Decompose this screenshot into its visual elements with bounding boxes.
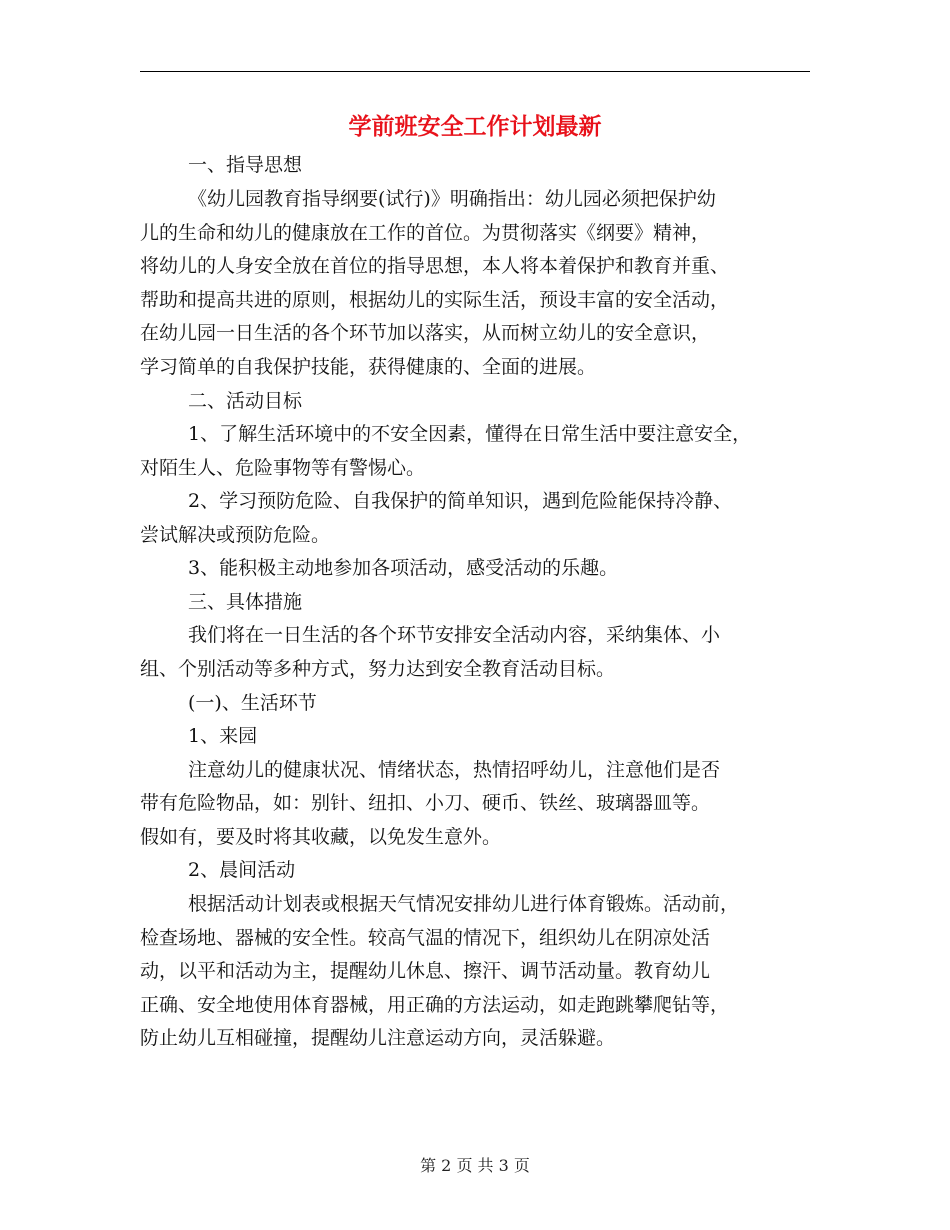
paragraph-line: 带有危险物品，如：别针、纽扣、小刀、硬币、铁丝、玻璃器皿等。: [140, 792, 711, 814]
paragraph-line: 学习简单的自我保护技能，获得健康的、全面的进展。: [140, 356, 597, 378]
paragraph-line: 《幼儿园教育指导纲要(试行)》明确指出：幼儿园必须把保护幼: [188, 188, 716, 210]
paragraph-line: 正确、安全地使用体育器械，用正确的方法运动，如走跑跳攀爬钻等，: [140, 994, 730, 1016]
paragraph-line: 检查场地、器械的安全性。较高气温的情况下，组织幼儿在阴凉处活: [140, 927, 711, 949]
goal-item-1: 1、了解生活环境中的不安全因素，懂得在日常生活中要注意安全，: [188, 423, 752, 445]
document-title: 学前班安全工作计划最新: [348, 113, 602, 140]
header-rule: [140, 71, 810, 72]
paragraph-line: 帮助和提高共进的原则，根据幼儿的实际生活，预设丰富的安全活动，: [140, 289, 730, 311]
paragraph-line: 根据活动计划表或根据天气情况安排幼儿进行体育锻炼。活动前，: [188, 893, 740, 915]
item-heading-morning-activity: 2、晨间活动: [188, 859, 296, 881]
goal-item-3: 3、能积极主动地参加各项活动，感受活动的乐趣。: [188, 557, 619, 579]
paragraph-line: 儿的生命和幼儿的健康放在工作的首位。为贯彻落实《纲要》精神，: [140, 222, 711, 244]
paragraph-line: 假如有，要及时将其收藏，以免发生意外。: [140, 826, 502, 848]
paragraph-line: 对陌生人、危险事物等有警惕心。: [140, 457, 426, 479]
section-heading-measures: 三、具体措施: [188, 591, 303, 613]
paragraph-line: 尝试解决或预防危险。: [140, 524, 331, 546]
paragraph-line: 在幼儿园一日生活的各个环节加以落实，从而树立幼儿的安全意识，: [140, 322, 711, 344]
section-heading-activity-goals: 二、活动目标: [188, 390, 303, 412]
paragraph-line: 防止幼儿互相碰撞，提醒幼儿注意运动方向，灵活躲避。: [140, 1027, 616, 1049]
item-heading-arrival: 1、来园: [188, 725, 258, 747]
subsection-heading-daily-life: (一)、生活环节: [188, 692, 317, 714]
paragraph-line: 我们将在一日生活的各个环节安排安全活动内容，采纳集体、小: [188, 624, 721, 646]
paragraph-line: 动，以平和活动为主，提醒幼儿休息、擦汗、调节活动量。教育幼儿: [140, 960, 711, 982]
paragraph-line: 注意幼儿的健康状况、情绪状态，热情招呼幼儿，注意他们是否: [188, 759, 721, 781]
paragraph-line: 组、个别活动等多种方式，努力达到安全教育活动目标。: [140, 658, 616, 680]
page-number: 第 2 页 共 3 页: [420, 1156, 530, 1175]
section-heading-guiding-ideology: 一、指导思想: [188, 154, 303, 176]
paragraph-line: 将幼儿的人身安全放在首位的指导思想，本人将本着保护和教育并重、: [140, 255, 730, 277]
goal-item-2: 2、学习预防危险、自我保护的简单知识，遇到危险能保持冷静、: [188, 490, 733, 512]
